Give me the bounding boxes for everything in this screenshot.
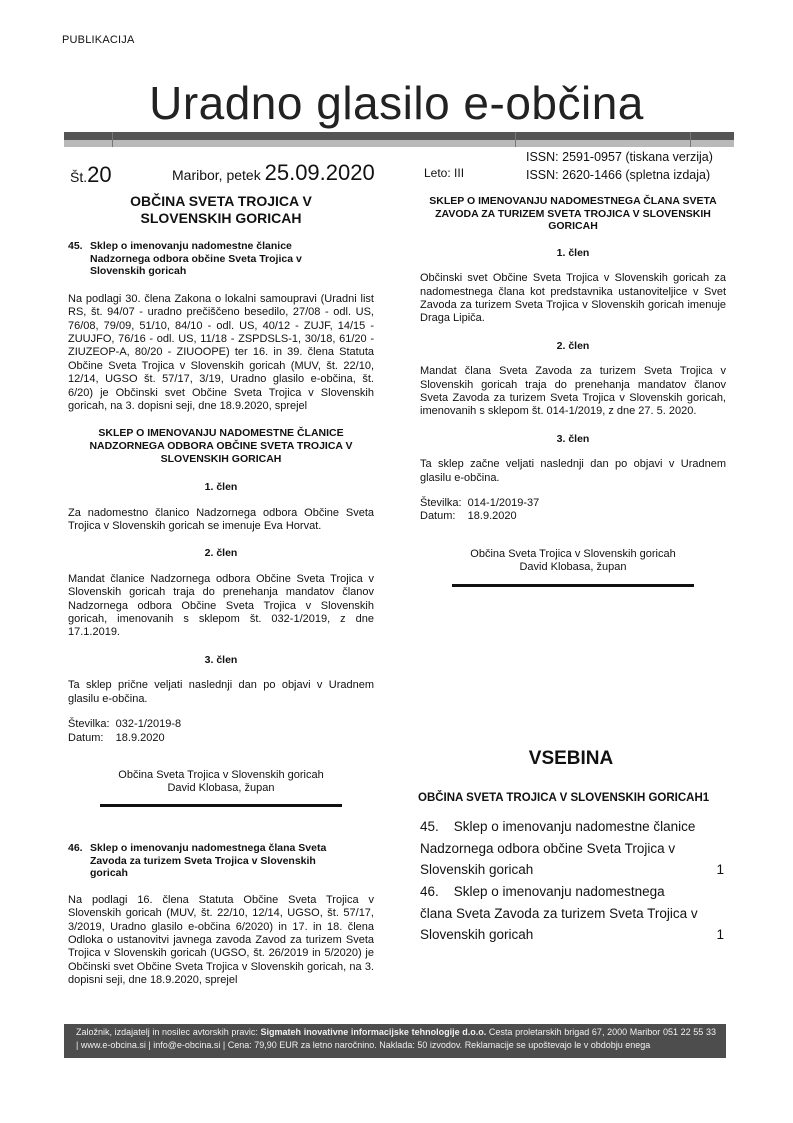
right-separator <box>452 584 694 587</box>
issue-date <box>172 160 375 186</box>
item-45-preamble: Na podlagi 30. člena Zakona o lokalni samoupravi (Uradni list RS, št. 94/07 - uradno prečiščeno besedilo, 27/08 - odl. US, 76/08, 79/09, 51/10, 84/10 - odl. US, 40/12 - ZUJF, 14/15 - ZUUJFO, 76/16 - odl. US, 11/18 - ZSPDSLS-1, 30/18, 61/20 - ZIUZEOP-A, 80/20 - ZIUOOPE) ter 16. in 39. člena Statuta Občine Sveta Trojica v Slovenskih goricah (MUV, št. 22/10, 12/14, UGSO št. 57/17, 3/19, Uradno glasilo e-občina, št. 6/20) je Občinski svet Občine Sveta Trojica v Slovenskih goricah, na 3. dopisni seji, dne 18.9.2020, sprejel <box>68 292 374 413</box>
item-46-article-2: 2. člen <box>556 339 590 352</box>
rule-tick <box>515 132 516 147</box>
item-45-article-1: 1. člen <box>204 481 238 494</box>
masthead-rule-dark <box>64 132 734 140</box>
item-46-article-3: 3. člen <box>556 432 590 445</box>
item-45-title: 45. Sklep o imenovanju nadomestne članice Nadzornega odbora občine Sveta Trojica v Slovenskih goricah <box>68 240 302 278</box>
item-46-title: 46. Sklep o imenovanju nadomestnega člana Sveta Zavoda za turizem Sveta Trojica v Slovenskih goricah <box>68 842 327 880</box>
issue-number-value: 20 <box>87 162 112 187</box>
left-separator <box>100 804 342 807</box>
footer-publisher: Sigmateh inovativne informacijske tehnologije d.o.o. <box>260 1027 487 1037</box>
item-46-number: Številka: 014-1/2019-37 <box>420 497 540 510</box>
toc-entry-page: 1 <box>716 927 724 942</box>
masthead-title: Uradno glasilo e-občina <box>149 77 644 129</box>
right-column <box>420 195 726 575</box>
issn-web: ISSN: 2620-1466 (spletna izdaja) <box>526 168 711 182</box>
issue-year: Leto: III <box>424 166 465 180</box>
item-46-signature-mayor: David Klobasa, župan <box>519 561 627 574</box>
toc-entry-text: 46. Sklep o imenovanju nadomestnega člana Sveta Zavoda za turizem Sveta Trojica v Slovenskih goricah <box>420 884 702 942</box>
toc-entry-page: 1 <box>716 862 724 877</box>
item-45-signature-mayor: David Klobasa, župan <box>167 782 275 795</box>
item-45-signature-municipality: Občina Sveta Trojica v Slovenskih goricah <box>118 768 324 781</box>
issue-date-value: 25.09.2020 <box>264 160 375 185</box>
item-46-preamble: Na podlagi 16. člena Statuta Občine Sveta Trojica v Slovenskih goricah (MUV, št. 22/10, 12/14, UGSO, št. 57/17, 3/2019, Uradno glasilo e-občina 6/2020) in 17. in 18. člena Odloka o ustanovitvi javnega zavoda Zavod za turizem Sveta Trojica v Slovenskih goricah (UGSO, št. 26/2019 in 5/2020) je Občinski svet Občine Sveta Trojica v Slovenskih goricah, na 3. dopisni seji, dne 18.9.2020, sprejel <box>68 893 374 987</box>
toc-section: OBČINA SVETA TROJICA V SLOVENSKIH GORICAH1 <box>418 792 710 804</box>
left-column <box>68 193 374 796</box>
item-46-heading: SKLEP O IMENOVANJU NADOMESTNEGA ČLANA SVETA ZAVODA ZA TURIZEM SVETA TROJICA V SLOVENSKIH GORICAH <box>429 195 717 233</box>
masthead-rule-grey <box>64 140 734 147</box>
item-46-article-1: 1. člen <box>556 246 590 259</box>
left-column-item-46 <box>68 842 374 988</box>
item-45-article-2-text: Mandat članice Nadzornega odbora Občine Sveta Trojica v Slovenskih goricah traja do prenehanja mandatov članov Nadzornega odbora Občine Sveta Trojica v Slovenskih goricah, imenovanih s sklepom št. 032-1/2019, z dne 17.1.2019. <box>68 572 374 639</box>
item-45-article-1-text: Za nadomestno članico Nadzornega odbora Občine Sveta Trojica v Slovenskih goricah se imenuje Eva Horvat. <box>68 506 374 533</box>
item-45-article-3: 3. člen <box>204 653 238 666</box>
municipality-heading: OBČINA SVETA TROJICA V SLOVENSKIH GORICAH <box>130 193 312 226</box>
toc-entry-text: 45. Sklep o imenovanju nadomestne članice Nadzornega odbora občine Sveta Trojica v Slovenskih goricah <box>420 819 700 877</box>
item-46-article-1-text: Občinski svet Občine Sveta Trojica v Slovenskih goricah za nadomestnega člana kot predstavnika ustanoviteljice v Svet Zavoda za turizem Sveta Trojica v Slovenskih goricah imenuje Draga Lipiča. <box>420 272 726 325</box>
item-46-signature-municipality: Občina Sveta Trojica v Slovenskih goricah <box>470 547 676 560</box>
issn-print: ISSN: 2591-0957 (tiskana verzija) <box>526 150 713 164</box>
rule-tick <box>112 132 113 147</box>
item-46-article-3-text: Ta sklep začne veljati naslednji dan po objavi v Uradnem glasilu e-občina. <box>420 458 726 484</box>
issue-number: Št.20 <box>70 162 112 187</box>
item-45-heading: SKLEP O IMENOVANJU NADOMESTNE ČLANICE NADZORNEGA ODBORA OBČINE SVETA TROJICA V SLOVENSKIH GORICAH <box>89 427 353 465</box>
rule-tick <box>690 132 691 147</box>
footer-imprint: Založnik, izdajatelj in nosilec avtorskih pravic: Sigmateh inovativne informacijske tehnologije d.o.o. Cesta proletarskih brigad 67, 2000 Maribor 051 22 55 33 | www.e-obcina.si | info@e-obcina.si | Cena: 79,90 EUR za letno naročnino. Naklada: 50 izvodov. Reklamacije se upoštevajo le v obdobju enega <box>64 1024 726 1058</box>
item-45-article-3-text: Ta sklep prične veljati naslednji dan po objavi v Uradnem glasilu e-občina. <box>68 679 374 705</box>
item-46-date: Datum: 18.9.2020 <box>420 510 517 523</box>
item-46-article-2-text: Mandat člana Sveta Zavoda za turizem Sveta Trojica v Slovenskih goricah traja do prenehanja mandatov članov Sveta Zavoda za turizem Sveta Trojica v Slovenskih goricah, imenovanih s sklepom št. 014-1/2019, z dne 27. 5. 2020. <box>420 365 726 418</box>
publication-label: PUBLIKACIJA <box>62 34 135 46</box>
toc-entry[interactable] <box>420 881 726 946</box>
item-45-number: Številka: 032-1/2019-8 <box>68 718 182 731</box>
toc-entry[interactable] <box>420 816 726 881</box>
item-45-date: Datum: 18.9.2020 <box>68 731 165 744</box>
item-45-article-2: 2. člen <box>204 547 238 560</box>
issue-city-day: Maribor, petek <box>172 167 261 183</box>
toc-title: VSEBINA <box>528 748 614 769</box>
